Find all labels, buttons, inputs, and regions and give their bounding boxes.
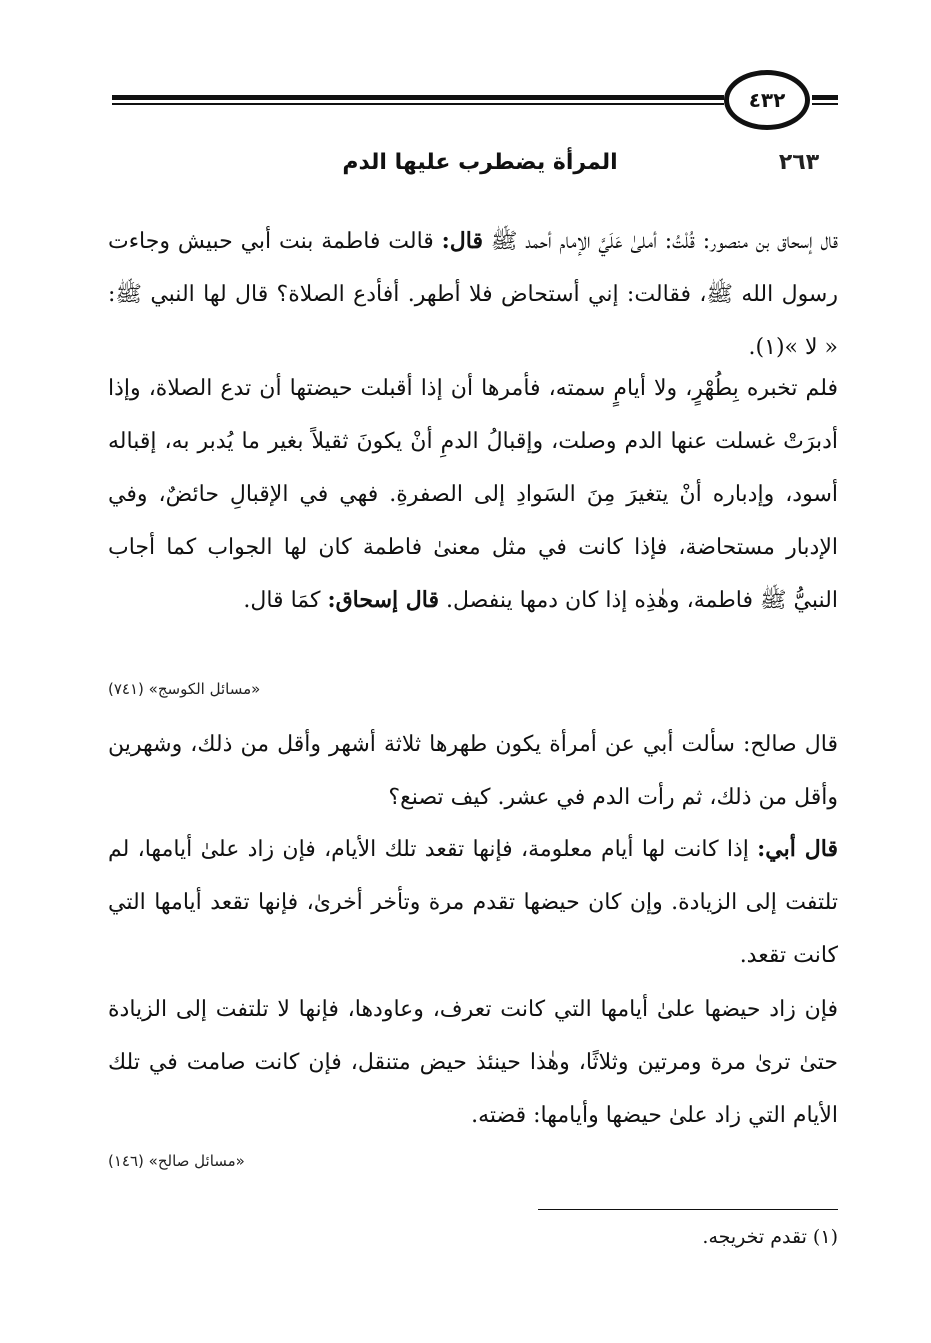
section-title: المرأة يضطرب عليها الدم — [342, 150, 618, 175]
page-number: ٤٣٢ — [748, 88, 786, 112]
page-number-circle — [724, 70, 810, 130]
paragraph-1-text-2: قالت فاطمة بنت أبي حبيش وجاءت رسول الله ﷺ، فقالت: إني أستحاض فلا أطهر. أفأدع الصلاة؟ قال لها النبي ﷺ: « لا »(١). — [108, 229, 838, 360]
paragraph-1 — [108, 215, 838, 374]
source-citation-1: «مسائل الكوسج» (٧٤١) — [108, 680, 261, 698]
paragraph-1-bold: قال: — [441, 228, 483, 254]
source-citation-2: «مسائل صالح» (١٤٦) — [108, 1152, 245, 1170]
paragraph-1-text: قال إسحاق بن منصور: قُلْتُ: أملىٰ عَلَيَّ الإمام أحمد ﷺ — [490, 229, 838, 254]
header-rule-stub-thick — [812, 95, 838, 100]
paragraph-3 — [108, 718, 838, 824]
paragraph-2-bold: قال إسحاق: — [327, 587, 439, 613]
section-number: ٢٦٣ — [778, 150, 820, 175]
paragraph-2-text: فلم تخبره بِطُهْرٍ، ولا أيامٍ سمته، فأمرها أن إذا أقبلت حيضتها أن تدع الصلاة، وإذا أدبرَتْ غسلت عنها الدم وصلت، وإقبالُ الدمِ أنْ يكونَ ثقيلاً بغير ما يُدبر به، إقباله أسود، وإدباره أنْ يتغيرَ مِنَ السَوادِ إلى الصفرةِ. فهي في الإقبالِ حائضٌ، وفي الإدبار مستحاضة، فإذا كانت في مثل معنىٰ فاطمة كان لها الجواب كما أجاب النبيُّ ﷺ فاطمة، وهٰذِه إذا كان دمها ينفصل. — [108, 376, 838, 613]
footnote-1: (١) تقدم تخريجه. — [702, 1226, 838, 1248]
paragraph-2 — [108, 362, 838, 627]
paragraph-4-text: إذا كانت لها أيام معلومة، فإنها تقعد تلك الأيام، فإن زاد علىٰ أيامها، لم تلتفت إلى الزيادة. وإن كان حيضها تقدم مرة وتأخر أخرىٰ، فإنها تقعد أيامها التي كانت تقعد. — [108, 837, 838, 968]
header-rule-thin — [112, 103, 724, 105]
paragraph-5-text: فإن زاد حيضها علىٰ أيامها التي كانت تعرف، وعاودها، فإنها لا تلتفت إلى الزيادة حتىٰ ترىٰ مرة ومرتين وثلاثًا، وهٰذا حينئذ حيض متنقل، فإن كانت صامت في تلك الأيام التي زاد علىٰ حيضها وأيامها: قضته. — [108, 997, 838, 1128]
paragraph-4 — [108, 823, 838, 982]
header-rule-thick — [112, 95, 724, 100]
paragraph-5 — [108, 983, 838, 1142]
paragraph-3-text: قال صالح: سألت أبي عن أمرأة يكون طهرها ثلاثة أشهر وأقل من ذلك، وشهرين وأقل من ذلك، ثم رأت الدم في عشر. كيف تصنع؟ — [108, 732, 838, 810]
paragraph-4-bold: قال أبي: — [757, 836, 839, 862]
footnote-separator — [538, 1209, 838, 1210]
paragraph-2-text-2: كمَا قال. — [243, 588, 321, 613]
header-rule-stub-thin — [812, 103, 838, 105]
